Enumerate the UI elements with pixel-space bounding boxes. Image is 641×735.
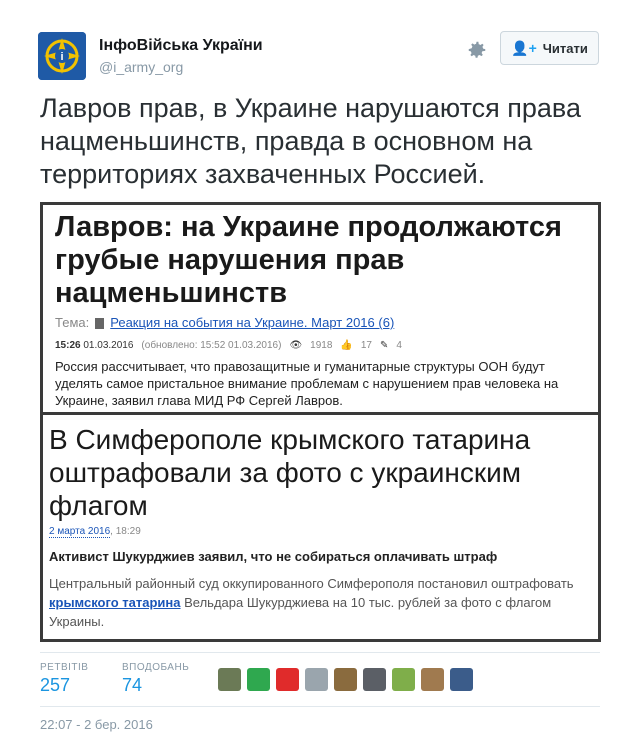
article-1-updated: (обновлено: 15:52 01.03.2016) (141, 340, 282, 351)
liker-avatar[interactable] (247, 668, 270, 691)
article-1-lead: Россия рассчитывает, что правозащитные и гуманитарные структуры ООН будут уделять самое пристальное внимание проблемам с нарушением прав человека на Украине, заявил глава МИД РФ Сергей Лавров. (55, 359, 559, 408)
liker-avatar[interactable] (218, 668, 241, 691)
comment-icon: ✎ (379, 340, 389, 351)
add-user-icon: 👤+ (511, 39, 537, 56)
article-1-meta (55, 340, 402, 351)
article-2-time: , 18:29 (110, 526, 141, 537)
article-2-title: В Симферополе крымского татарина оштрафовали за фото с украинским флагом (49, 424, 531, 521)
likes-count: 74 (122, 675, 143, 695)
article-2 (43, 415, 598, 639)
gear-icon[interactable] (466, 39, 488, 61)
account-handle[interactable]: @i_army_org (99, 59, 184, 75)
svg-text:i: i (60, 51, 64, 63)
article-1-views: 1918 (310, 340, 333, 351)
article-2-date: 2 марта 2016 (49, 526, 111, 537)
follow-label: Читати (542, 40, 588, 56)
liker-avatar[interactable] (363, 668, 386, 691)
article-1-topic (55, 315, 394, 330)
article-2-body-link: крымского татарина (49, 595, 181, 610)
liker-avatar[interactable] (276, 668, 299, 691)
thumbs-up-icon: 👍 (340, 340, 353, 351)
liker-avatar[interactable] (421, 668, 444, 691)
article-1-comments: 4 (396, 340, 402, 351)
tweet-header (38, 30, 603, 80)
liker-avatar[interactable] (305, 668, 328, 691)
article-2-subtitle: Активист Шукурджиев заявил, что не собираться оплачивать штраф (49, 549, 498, 564)
article-1 (43, 205, 598, 415)
divider (40, 652, 600, 653)
likes-label: ВПОДОБАНЬ (122, 662, 190, 673)
tweet-media-image[interactable] (40, 202, 601, 642)
retweets-stat[interactable] (40, 662, 88, 696)
account-avatar[interactable] (38, 32, 86, 80)
follow-button[interactable] (500, 31, 599, 65)
document-icon (95, 318, 104, 329)
article-1-time: 15:26 (55, 340, 81, 351)
article-1-title: Лавров: на Украине продолжаются грубые нарушения прав нацменьшинств (55, 211, 562, 309)
article-2-body (49, 574, 589, 631)
article-1-date: 01.03.2016 (83, 340, 134, 351)
article-1-likes: 17 (360, 340, 372, 351)
account-name[interactable]: ІнфоВійська України (99, 37, 263, 54)
retweets-count: 257 (40, 675, 71, 695)
article-2-date-line (49, 526, 141, 537)
liker-avatar[interactable] (392, 668, 415, 691)
likes-stat[interactable] (122, 662, 189, 696)
eye-icon: 👁 (289, 340, 303, 351)
retweets-label: РЕТВІТІВ (40, 662, 89, 673)
liker-avatars (218, 668, 473, 691)
tweet-text: Лавров прав, в Украине нарушаются права нацменьшинств, правда в основном на территориях захваченных Россией. (40, 93, 581, 189)
divider (40, 706, 600, 707)
article-2-body-start: Центральный районный суд оккупированного Симферополя постановил оштрафовать (49, 576, 574, 591)
tweet-timestamp[interactable]: 22:07 - 2 бер. 2016 (40, 717, 153, 732)
liker-avatar[interactable] (450, 668, 473, 691)
article-2-body-end: Вельдара Шукурджиева на 10 тыс. рублей за фото с флагом Украины. (49, 595, 552, 629)
topic-label: Тема: (55, 315, 90, 330)
topic-link: Реакция на события на Украине. Март 2016 (6) (110, 315, 395, 330)
liker-avatar[interactable] (334, 668, 357, 691)
